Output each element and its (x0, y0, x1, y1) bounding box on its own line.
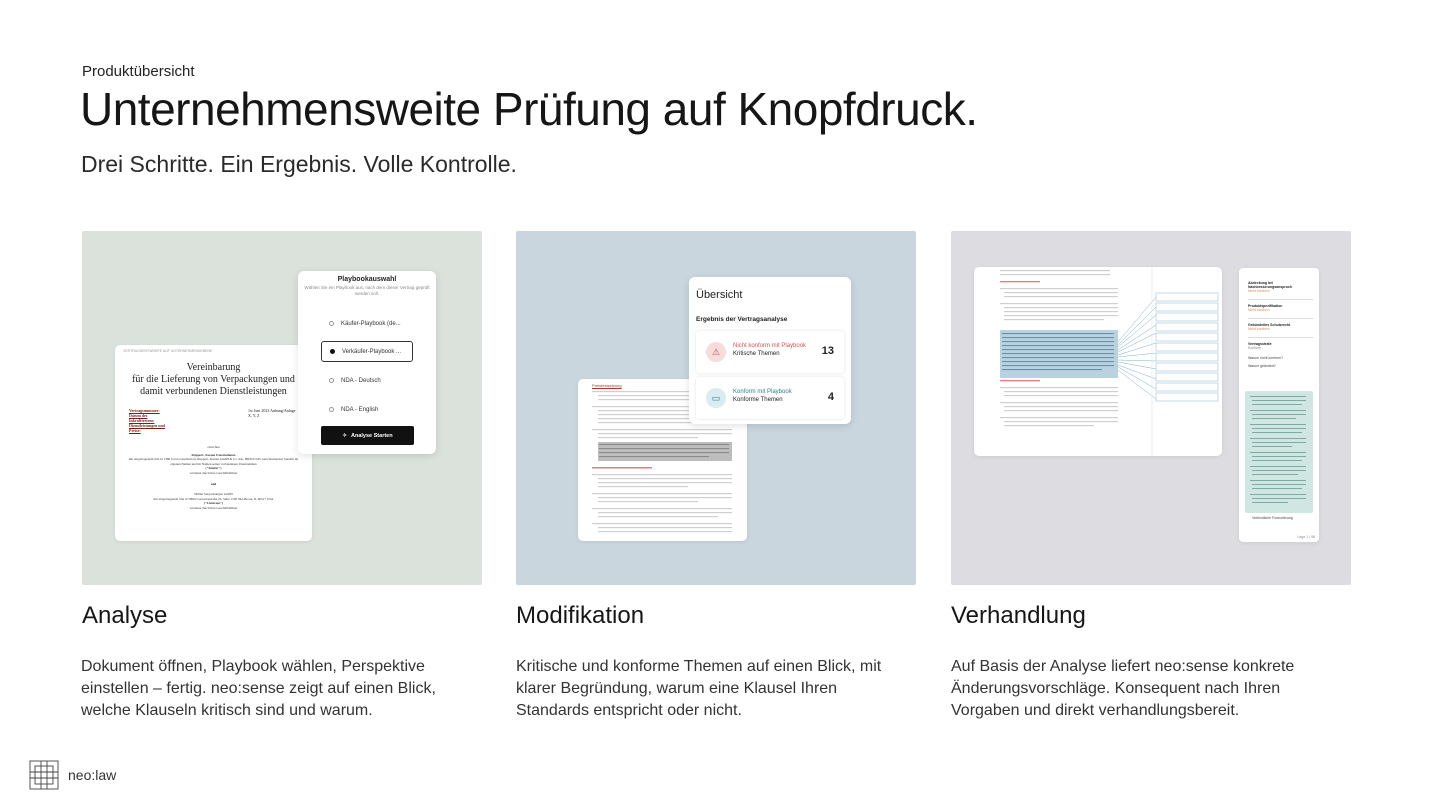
modal-hint: Wählen Sie ein Playbook aus, nach dem dieser Vertrag geprüft werden soll. (304, 285, 430, 296)
playbook-selection-modal (298, 271, 436, 454)
page-eyebrow: Produktübersicht (82, 63, 195, 80)
radio-selected-icon (330, 349, 335, 354)
redline-text-lines (974, 267, 1222, 456)
document-tag: VERTRAGSENTWÜRFE AUF UNTERNEHMENSEBENE (123, 349, 213, 353)
non-compliant-count: 13 (821, 345, 834, 357)
playbook-option[interactable]: NDA - English (321, 399, 413, 420)
start-analysis-button[interactable]: ✧ Analyse Starten (321, 426, 414, 445)
modifikation-preview-card (516, 231, 916, 585)
radio-icon (329, 378, 334, 383)
playbook-option[interactable]: Käufer-Playbook (de... (321, 313, 413, 334)
radio-icon (329, 321, 334, 326)
non-compliant-row[interactable]: ⚠ Nicht konform mit Playbook Kritische Themen 13 (696, 331, 844, 373)
playbook-option-selected[interactable]: Verkäufer-Playbook ... (321, 341, 413, 362)
page-indicator: Lage 1 / 98 (1297, 535, 1315, 539)
suggestion-box (1245, 391, 1313, 513)
radio-icon (329, 407, 334, 412)
panel-item-title[interactable]: Abdeckung bei Nachbesserungsanspruch (1248, 281, 1292, 289)
sparkle-icon: ✧ (342, 432, 348, 439)
why-critical-toggle[interactable]: Warum nicht konform? (1248, 356, 1284, 360)
panel-item-title[interactable]: Produktspezifikation (1248, 299, 1313, 308)
document-meta: Vertragsnummer: Datum des Inkrafttretens: Dienstleistungen und Preise: 1st Juni 2023 Anhang/Anlage X, Y, Z (129, 408, 296, 433)
why-changed-toggle[interactable]: Warum geändert? (1248, 364, 1276, 368)
step-title-verhandlung: Verhandlung (951, 602, 1086, 629)
step-description-analyse: Dokument öffnen, Playbook wählen, Perspektive einstellen – fertig. neo:sense zeigt auf einen Blick, welche Klauseln kritisch sind und warum. (81, 658, 436, 719)
step-title-analyse: Analyse (82, 602, 168, 629)
verhandlung-preview-card (951, 231, 1351, 585)
document-title: Vereinbarung für die Lieferung von Verpackungen und damit verbundenen Dienstleistungen (132, 362, 295, 397)
step-description-modifikation: Kritische und konforme Themen auf einen Blick, mit klarer Begründung, warum eine Klausel Ihren Standards entspricht oder nicht. (516, 658, 882, 719)
suggested-wording-label: Verbindliche Formulierung (1252, 516, 1293, 520)
page-subtitle: Drei Schritte. Ein Ergebnis. Volle Kontrolle. (81, 151, 517, 177)
panel-item-title[interactable]: Vertragsstrafe (1248, 337, 1313, 346)
analysis-overview-panel (689, 277, 851, 424)
contract-document-preview (115, 345, 312, 541)
panel-item-title[interactable]: Gebündeltes Schutzrecht (1248, 318, 1313, 327)
modal-title: Playbookauswahl (337, 276, 397, 283)
playbook-option[interactable]: NDA - Deutsch (321, 370, 413, 391)
warning-icon: ⚠ (706, 342, 726, 362)
page-title: Unternehmensweite Prüfung auf Knopfdruck. (80, 83, 978, 135)
overview-subtitle: Ergebnis der Vertragsanalyse (696, 316, 788, 323)
overview-title: Übersicht (696, 289, 743, 301)
folder-check-icon: ▭ (706, 388, 726, 408)
step-description-verhandlung: Auf Basis der Analyse liefert neo:sense konkrete Änderungsvorschläge. Konsequent nach Ihren Vorgaben und direkt verhandlungsbereit. (951, 658, 1295, 719)
brand-logo[interactable] (29, 760, 116, 790)
document-section-title: Preisfestsetzung (592, 383, 622, 388)
step-title-modifikation: Modifikation (516, 602, 645, 629)
compliant-count: 4 (827, 391, 834, 403)
redline-document-preview (974, 267, 1222, 456)
suggestion-side-panel: Abdeckung bei Nachbesserungsanspruch Nicht konform Produktspezifikation Nicht konform Gebündeltes Schutzrecht Nicht konform Vertragsstrafe Konform Warum nicht konform? Warum geändert? Verbindliche Formulierung Lage 1 / 98 (1239, 268, 1319, 542)
brand-name: neo:law (68, 767, 117, 783)
suggestion-text-lines (1248, 394, 1310, 510)
document-parties: zwischen Ruppert- Kasten Unternehmen mit eingetragenem Sitz in 1380 Jacob Gesellschaft, Ruppert- Kasten GmbH & Co. KG, HRB 61345 Gerichtsstandort handelt im eigenen Namen und im Namen seiner verbundenen Unternehmen ("Käufer") vertreten durch ihre Geschäftsführer und Müller Verpackungen GmbH mit eingetragenem Sitz in 58002 Gewerbestraße 23, Suite 1100 Süd-Brook, IL 60517 USA ("Lieferant") vertreten durch ihre Geschäftsführer (128, 445, 299, 510)
neolaw-logo-icon (29, 760, 59, 790)
compliant-row[interactable]: ▭ Konform mit Playbook Konforme Themen 4 (696, 377, 844, 419)
analyse-preview-card (82, 231, 482, 585)
